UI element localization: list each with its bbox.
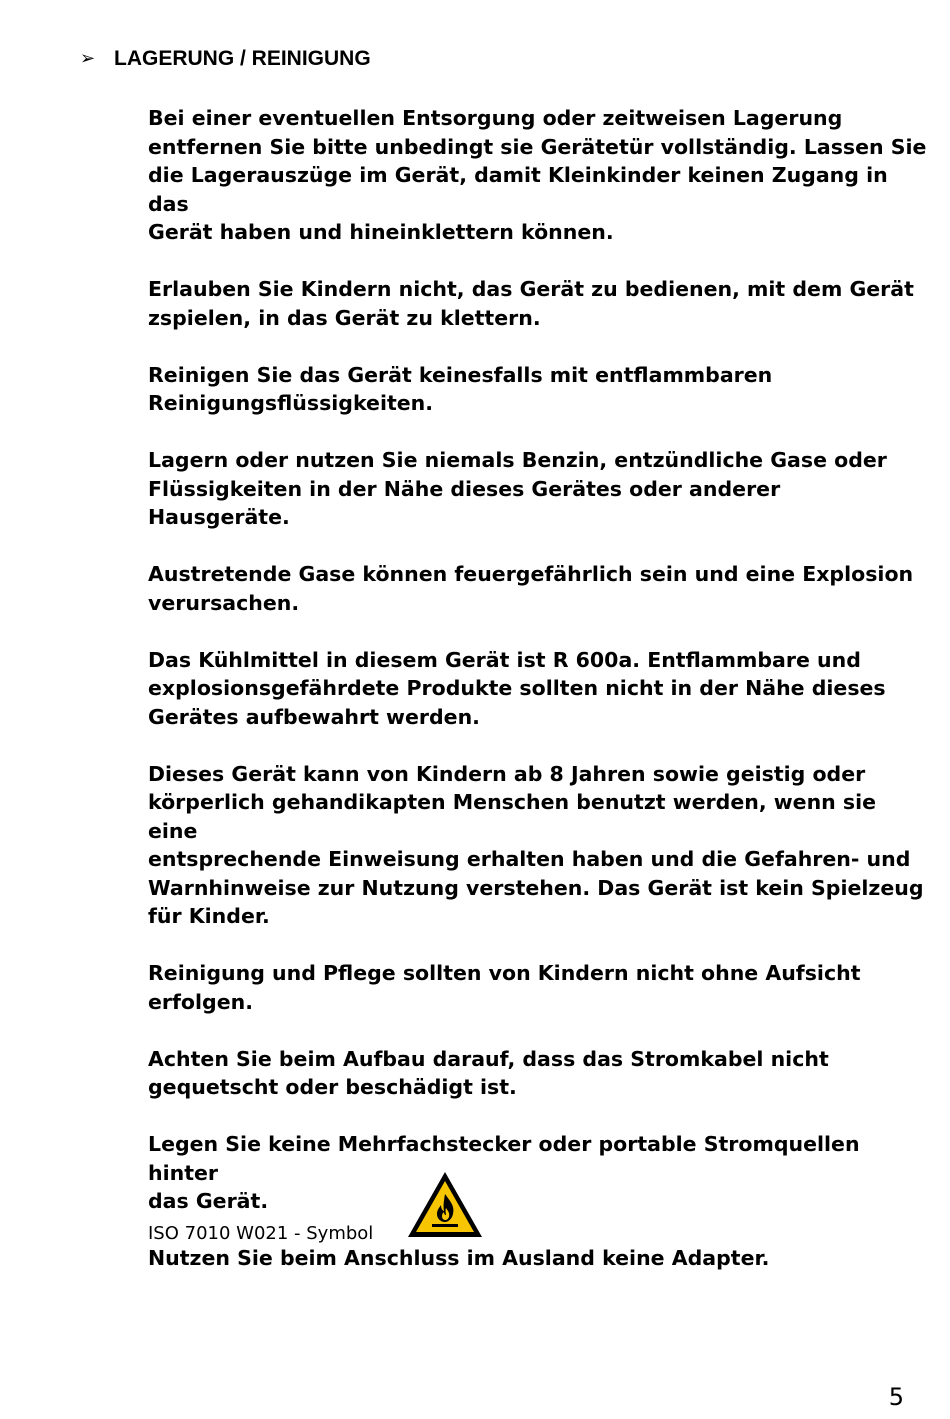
- section-title: LAGERUNG / REINIGUNG: [114, 47, 371, 70]
- section-heading: [80, 44, 371, 74]
- paragraph-children-operation: Erlauben Sie Kindern nicht, das Gerät zu bedienen, mit dem Gerät zspielen, in das Gerät zu klettern.: [148, 277, 914, 330]
- paragraph-flammable-storage: Lagern oder nutzen Sie niemals Benzin, entzündliche Gase oder Flüssigkeiten in der Nähe dieses Gerätes oder anderer Hausgeräte.: [148, 448, 887, 529]
- paragraph-power-cable: Achten Sie beim Aufbau darauf, dass das Stromkabel nicht gequetscht oder beschädigt ist.: [148, 1046, 829, 1099]
- arrow-bullet-icon: ➢: [80, 48, 96, 69]
- page-number: 5: [888, 1383, 904, 1411]
- flammable-warning-icon: [406, 1170, 484, 1240]
- paragraph-refrigerant: Das Kühlmittel in diesem Gerät ist R 600a. Entflammbare und explosionsgefährdete Produkte sollten nicht in der Nähe dieses Gerätes aufbewahrt werden.: [148, 647, 886, 729]
- symbol-row: [148, 1170, 648, 1250]
- paragraph-cleaning-supervision: Reinigung und Pflege sollten von Kindern nicht ohne Aufsicht erfolgen.: [148, 961, 861, 1014]
- paragraph-disposal: Bei einer eventuellen Entsorgung oder zeitweisen Lagerung entfernen Sie bitte unbedingt sie Gerätetür vollständig. Lassen Sie die Lagerauszüge im Gerät, damit Kleinkinder keinen Zugang in das Gerät haben und hineinklettern können.: [148, 106, 927, 244]
- paragraph-usage-by-children: Dieses Gerät kann von Kindern ab 8 Jahren sowie geistig oder körperlich gehandikapten Menschen benutzt werden, wenn sie eine entsprechende Einweisung erhalten haben und die Gefahren- und Warnhinweise zur Nutzung verstehen. Das Gerät ist kein Spielzeug für Kinder.: [148, 761, 924, 928]
- paragraph-escaping-gases: Austretende Gase können feuergefährlich sein und eine Explosion verursachen.: [148, 562, 914, 615]
- safety-instructions: [148, 104, 928, 1301]
- paragraph-multiple-sockets: Legen Sie keine Mehrfachstecker oder portable Stromquellen hinter das Gerät.: [148, 1132, 860, 1213]
- symbol-caption: ISO 7010 W021 - Symbol: [148, 1223, 374, 1244]
- paragraph-adapters: Nutzen Sie beim Anschluss im Ausland keine Adapter.: [148, 1246, 770, 1270]
- paragraph-cleaning-liquids: Reinigen Sie das Gerät keinesfalls mit entflammbaren Reinigungsflüssigkeiten.: [148, 362, 773, 415]
